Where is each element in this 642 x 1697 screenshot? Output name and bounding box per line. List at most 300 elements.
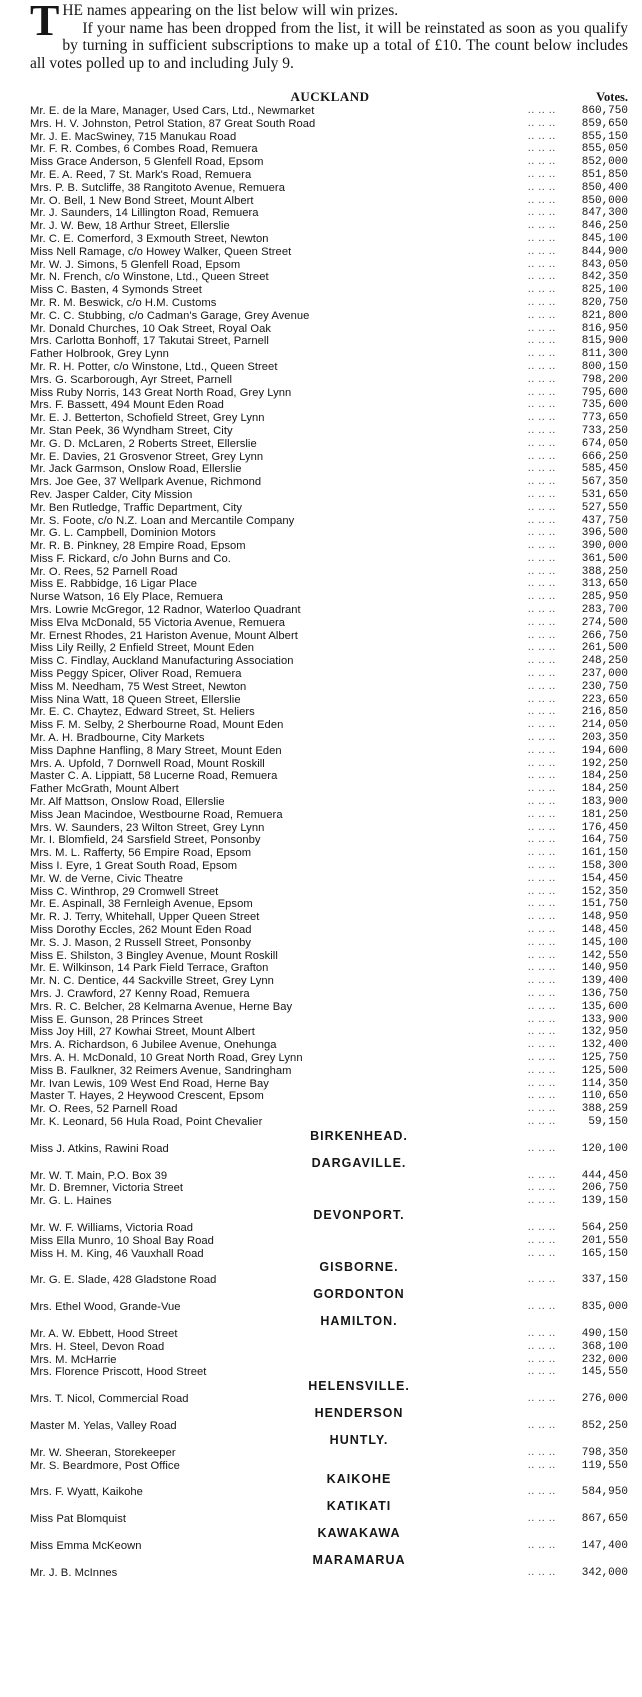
dot-leader: .. .. .. [528, 476, 556, 488]
section-title: DEVONPORT. [313, 1207, 405, 1222]
list-item [30, 182, 628, 195]
dot-leader: .. .. .. [528, 732, 556, 744]
vote-count: 674,050 [581, 437, 628, 450]
entrant-name: Mr. Jack Garmson, Onslow Road, Ellerslie [30, 463, 242, 476]
entrant-name: Mrs. H. V. Johnston, Petrol Station, 87 Great South Road [30, 117, 316, 130]
dot-leader: .. .. .. [528, 424, 556, 436]
vote-count: 142,550 [581, 949, 628, 962]
entrant-name: Miss I. Eyre, 1 Great South Road, Epsom [30, 860, 238, 873]
vote-count: 437,750 [581, 514, 628, 527]
votes-column-label: Votes. [596, 90, 628, 104]
dot-leader: .. .. .. [528, 143, 556, 155]
dot-leader: .. .. .. [528, 271, 556, 283]
entrant-name: Mr. G. E. Slade, 428 Gladstone Road [30, 1274, 217, 1287]
list-item [30, 271, 628, 284]
list-item [30, 1014, 628, 1027]
dot-leader: .. .. .. [528, 412, 556, 424]
vote-count: 800,150 [581, 360, 628, 373]
vote-count: 133,900 [581, 1013, 628, 1026]
vote-count: 276,000 [581, 1393, 628, 1406]
entrant-name: Mrs. H. Steel, Devon Road [30, 1340, 165, 1353]
entrant-name: Mrs. M. L. Rafferty, 56 Empire Road, Epsom [30, 847, 252, 860]
entrant-name: Miss F. Rickard, c/o John Burns and Co. [30, 552, 231, 565]
section-title: KAIKOHE [326, 1472, 392, 1487]
list-item [30, 1195, 628, 1208]
entrant-name: Rev. Jasper Calder, City Mission [30, 488, 193, 501]
list-item [30, 822, 628, 835]
vote-count: 181,250 [581, 808, 628, 821]
dot-leader: .. .. .. [528, 987, 556, 999]
entrant-name: Miss E. Gunson, 28 Princes Street [30, 1013, 203, 1026]
entrant-name: Mr. F. R. Combes, 6 Combes Road, Remuera [30, 143, 258, 156]
list-item [30, 578, 628, 591]
dot-leader: .. .. .. [528, 1103, 556, 1115]
section-title: HELENSVILLE. [308, 1379, 410, 1394]
list-item [30, 1274, 628, 1287]
intro-line-1: HE names appearing on the list below will win prizes. [62, 2, 399, 19]
vote-count: 161,150 [581, 847, 628, 860]
list-item [30, 105, 628, 118]
vote-count: 266,750 [581, 629, 628, 642]
entrant-name: Mr. W. de Verne, Civic Theatre [30, 872, 184, 885]
list-item [30, 783, 628, 796]
list-item [30, 220, 628, 233]
entrant-name: Miss F. M. Selby, 2 Sherbourne Road, Mount Eden [30, 719, 284, 732]
list-item [30, 361, 628, 374]
dot-leader: .. .. .. [528, 1247, 556, 1259]
list-item [30, 950, 628, 963]
dot-leader: .. .. .. [528, 604, 556, 616]
dot-leader: .. .. .. [528, 860, 556, 872]
dot-leader: .. .. .. [528, 1077, 556, 1089]
dot-leader: .. .. .. [528, 578, 556, 590]
entrant-name: Mr. G. L. Haines [30, 1195, 112, 1208]
dot-leader: .. .. .. [528, 1195, 556, 1207]
dot-leader: .. .. .. [528, 1169, 556, 1181]
vote-count: 223,650 [581, 693, 628, 706]
dot-leader: .. .. .. [528, 1039, 556, 1051]
list-item [30, 515, 628, 528]
entrant-name: Mr. Ivan Lewis, 109 West End Road, Herne Bay [30, 1077, 269, 1090]
vote-count: 145,100 [581, 936, 628, 949]
dot-leader: .. .. .. [528, 565, 556, 577]
dot-leader: .. .. .. [528, 335, 556, 347]
dot-leader: .. .. .. [528, 962, 556, 974]
entrant-name: Mr. E. de la Mare, Manager, Used Cars, Ltd., Newmarket [30, 105, 315, 117]
list-item [30, 463, 628, 476]
dot-leader: .. .. .. [528, 770, 556, 782]
entrant-name: Miss C. Basten, 4 Symonds Street [30, 284, 202, 297]
vote-count: 274,500 [581, 616, 628, 629]
dot-leader: .. .. .. [528, 1301, 556, 1313]
entrant-name: Master C. A. Lippiatt, 58 Lucerne Road, Remuera [30, 770, 278, 783]
list-item [30, 169, 628, 182]
vote-count: 444,450 [581, 1169, 628, 1182]
list-item [30, 297, 628, 310]
dot-leader: .. .. .. [528, 847, 556, 859]
entrant-name: Miss J. Atkins, Rawini Road [30, 1142, 169, 1155]
entrant-name: Mrs. G. Scarborough, Ayr Street, Parnell [30, 373, 233, 386]
list-item [30, 1039, 628, 1052]
entrant-name: Miss M. Needham, 75 West Street, Newton [30, 680, 247, 693]
dot-leader: .. .. .. [528, 309, 556, 321]
vote-count: 733,250 [581, 424, 628, 437]
vote-count: 313,650 [581, 578, 628, 591]
list-item [30, 1065, 628, 1078]
entrant-name: Mrs. Carlotta Bonhoff, 17 Takutai Street, Parnell [30, 335, 269, 348]
entrant-name: Mr. A. W. Ebbett, Hood Street [30, 1327, 178, 1340]
vote-count: 119,550 [581, 1459, 628, 1472]
dot-leader: .. .. .. [528, 207, 556, 219]
dot-leader: .. .. .. [528, 1051, 556, 1063]
vote-count: 192,250 [581, 757, 628, 770]
entrant-name: Mr. J. B. McInnes [30, 1566, 118, 1579]
vote-count: 735,600 [581, 399, 628, 412]
list-item [30, 1026, 628, 1039]
list-item [30, 195, 628, 208]
entrant-name: Miss Dorothy Eccles, 262 Mount Eden Road [30, 924, 252, 936]
vote-count: 531,650 [581, 488, 628, 501]
vote-count: 110,650 [581, 1090, 628, 1103]
list-item [30, 1170, 628, 1183]
entrant-name: Miss Pat Blomquist [30, 1513, 127, 1526]
section-title: HAMILTON. [320, 1313, 398, 1328]
entrant-name: Miss Nell Ramage, c/o Howey Walker, Queen Street [30, 245, 292, 258]
entrant-name: Miss Jean Macindoe, Westbourne Road, Remuera [30, 808, 283, 821]
list-item [30, 1078, 628, 1091]
list-item [30, 348, 628, 361]
entrant-name: Mrs. Ethel Wood, Grande-Vue [30, 1301, 181, 1314]
section-title: KAWAKAWA [317, 1525, 401, 1540]
list-item [30, 335, 628, 348]
list-item [30, 655, 628, 668]
list-item [30, 745, 628, 758]
dot-leader: .. .. .. [528, 1513, 556, 1525]
section-title: MARAMARUA [312, 1552, 406, 1567]
entrant-name: Mr. E. Aspinall, 38 Fernleigh Avenue, Epsom [30, 898, 253, 911]
list-item [30, 374, 628, 387]
list-item [30, 425, 628, 438]
dot-leader: .. .. .. [528, 1234, 556, 1246]
dot-leader: .. .. .. [528, 1115, 556, 1127]
list-item [30, 706, 628, 719]
vote-count: 846,250 [581, 220, 628, 233]
dot-leader: .. .. .. [528, 706, 556, 718]
dot-leader: .. .. .. [528, 591, 556, 603]
list-item [30, 1366, 628, 1379]
entrant-name: Miss H. M. King, 46 Vauxhall Road [30, 1247, 204, 1260]
vote-count: 527,550 [581, 501, 628, 514]
vote-count: 152,350 [581, 885, 628, 898]
dot-leader: .. .. .. [528, 975, 556, 987]
dot-leader: .. .. .. [528, 642, 556, 654]
vote-count: 816,950 [581, 322, 628, 335]
list-item [30, 1143, 628, 1156]
list-item [30, 143, 628, 156]
dot-leader: .. .. .. [528, 1026, 556, 1038]
dot-leader: .. .. .. [528, 1566, 556, 1578]
entrant-name: Miss Elva McDonald, 55 Victoria Avenue, Remuera [30, 616, 286, 629]
vote-count: 815,900 [581, 335, 628, 348]
entrant-name: Miss Ruby Norris, 143 Great North Road, Grey Lynn [30, 386, 292, 399]
entrant-name: Mr. J. E. MacSwiney, 715 Manukau Road [30, 130, 237, 143]
dot-leader: .. .. .. [528, 680, 556, 692]
list-item [30, 1486, 628, 1499]
entrant-name: Mrs. R. C. Belcher, 28 Kelmarna Avenue, Herne Bay [30, 1000, 293, 1013]
dot-leader: .. .. .. [528, 744, 556, 756]
vote-count: 164,750 [581, 834, 628, 847]
list-item [30, 860, 628, 873]
list-item [30, 476, 628, 489]
vote-count: 867,650 [581, 1513, 628, 1526]
dot-leader: .. .. .. [528, 719, 556, 731]
dot-leader: .. .. .. [528, 1539, 556, 1551]
entrant-name: Mr. Donald Churches, 10 Oak Street, Royal Oak [30, 322, 272, 335]
entrant-name: Mr. Stan Peek, 36 Wyndham Street, City [30, 424, 233, 437]
entrant-name: Mrs. Joe Gee, 37 Wellpark Avenue, Richmond [30, 476, 262, 489]
entrant-name: Miss C. Findlay, Auckland Manufacturing Association [30, 655, 294, 668]
entrant-name: Miss Nina Watt, 18 Queen Street, Ellerslie [30, 693, 241, 706]
list-item [30, 988, 628, 1001]
dot-leader: .. .. .. [528, 936, 556, 948]
vote-count: 847,300 [581, 207, 628, 220]
dot-leader: .. .. .. [528, 1340, 556, 1352]
list-item [30, 118, 628, 131]
entrant-name: Nurse Watson, 16 Ely Place, Remuera [30, 591, 223, 604]
dot-leader: .. .. .. [528, 437, 556, 449]
list-item [30, 962, 628, 975]
dot-leader: .. .. .. [528, 1182, 556, 1194]
vote-count: 214,050 [581, 719, 628, 732]
dot-leader: .. .. .. [528, 284, 556, 296]
entrant-name: Miss Lily Reilly, 2 Enfield Street, Mount Eden [30, 642, 255, 655]
list-item [30, 1540, 628, 1553]
vote-count: 860,750 [581, 105, 628, 117]
dot-leader: .. .. .. [528, 540, 556, 552]
vote-count: 844,900 [581, 245, 628, 258]
entrant-name: Master M. Yelas, Valley Road [30, 1419, 177, 1432]
entrant-name: Mr. O. Rees, 52 Parnell Road [30, 1103, 178, 1116]
section-title: GISBORNE. [319, 1260, 399, 1275]
dot-leader: .. .. .. [528, 1446, 556, 1458]
list-item [30, 898, 628, 911]
vote-count: 798,350 [581, 1446, 628, 1459]
vote-count: 855,050 [581, 143, 628, 156]
vote-count: 145,550 [581, 1366, 628, 1379]
vote-count: 176,450 [581, 821, 628, 834]
entrant-name: Mr. R. H. Potter, c/o Winstone, Ltd., Queen Street [30, 360, 278, 373]
entrant-name: Mr. A. H. Bradbourne, City Markets [30, 732, 205, 745]
vote-count: 337,150 [581, 1274, 628, 1287]
list-item [30, 975, 628, 988]
dot-leader: .. .. .. [528, 1366, 556, 1378]
list-item [30, 489, 628, 502]
list-item [30, 937, 628, 950]
vote-count: 820,750 [581, 296, 628, 309]
dot-leader: .. .. .. [528, 373, 556, 385]
list-item [30, 131, 628, 144]
entrant-name: Mr. O. Rees, 52 Parnell Road [30, 565, 178, 578]
entrant-name: Mrs. Lowrie McGregor, 12 Radnor, Waterloo Quadrant [30, 604, 301, 617]
dot-leader: .. .. .. [528, 1327, 556, 1339]
entrant-name: Miss Ella Munro, 10 Shoal Bay Road [30, 1234, 214, 1247]
list-item [30, 1420, 628, 1433]
list-item [30, 438, 628, 451]
dot-leader: .. .. .. [528, 1353, 556, 1365]
vote-count: 390,000 [581, 540, 628, 553]
entrant-name: Mr. S. J. Mason, 2 Russell Street, Ponsonby [30, 936, 252, 949]
list-item [30, 1222, 628, 1235]
vote-count: 232,000 [581, 1353, 628, 1366]
vote-count: 283,700 [581, 604, 628, 617]
vote-count: 821,800 [581, 309, 628, 322]
dot-leader: .. .. .. [528, 322, 556, 334]
entrant-name: Mr. R. M. Beswick, c/o H.M. Customs [30, 296, 217, 309]
dot-leader: .. .. .. [528, 168, 556, 180]
list-item [30, 207, 628, 220]
dot-leader: .. .. .. [528, 655, 556, 667]
section-title: AUCKLAND [290, 89, 370, 104]
vote-count: 184,250 [581, 783, 628, 796]
dot-leader: .. .. .. [528, 796, 556, 808]
dot-leader: .. .. .. [528, 616, 556, 628]
entrant-name: Mr. S. Foote, c/o N.Z. Loan and Mercantile Company [30, 514, 295, 527]
vote-count: 59,150 [588, 1115, 628, 1128]
list-item [30, 259, 628, 272]
list-item [30, 284, 628, 297]
dot-leader: .. .. .. [528, 1419, 556, 1431]
entrant-name: Mrs. A. Upfold, 7 Dornwell Road, Mount Roskill [30, 757, 265, 770]
list-item [30, 1090, 628, 1103]
entrant-name: Mr. E. A. Reed, 7 St. Mark's Road, Remuera [30, 168, 252, 181]
vote-count: 216,850 [581, 706, 628, 719]
list-item [30, 873, 628, 886]
list-item [30, 758, 628, 771]
list-item [30, 617, 628, 630]
vote-count: 342,000 [581, 1566, 628, 1579]
section-title: KATIKATI [326, 1499, 392, 1514]
vote-count: 798,200 [581, 373, 628, 386]
entrant-name: Mr. Ben Rutledge, Traffic Department, City [30, 501, 243, 514]
list-item [30, 911, 628, 924]
entrant-name: Mrs. J. Crawford, 27 Kenny Road, Remuera [30, 987, 250, 1000]
entrant-name: Mr. C. E. Comerford, 3 Exmouth Street, Newton [30, 232, 269, 245]
entrant-name: Miss E. Shilston, 3 Bingley Avenue, Mount Roskill [30, 949, 278, 962]
list-item [30, 246, 628, 259]
vote-count: 139,400 [581, 975, 628, 988]
entrant-name: Miss Peggy Spicer, Oliver Road, Remuera [30, 668, 242, 681]
vote-count: 811,300 [581, 348, 628, 361]
dot-leader: .. .. .. [528, 245, 556, 257]
intro-line-2: If your name has been dropped from the list, it will be reinstated as soon as you qualify by turning in sufficient subscriptions to make up a total of £10. The count below includes all votes polled up to and including July 9. [30, 19, 628, 72]
dot-leader: .. .. .. [528, 1459, 556, 1471]
dot-leader: .. .. .. [528, 668, 556, 680]
dot-leader: .. .. .. [528, 105, 556, 116]
dot-leader: .. .. .. [528, 1013, 556, 1025]
intro-paragraph [30, 2, 628, 72]
prize-list [30, 83, 628, 1579]
list-item [30, 540, 628, 553]
list-item [30, 387, 628, 400]
list-item [30, 310, 628, 323]
list-item [30, 719, 628, 732]
list-item [30, 323, 628, 336]
dot-leader: .. .. .. [528, 949, 556, 961]
vote-count: 795,600 [581, 386, 628, 399]
dot-leader: .. .. .. [528, 348, 556, 360]
vote-count: 125,750 [581, 1051, 628, 1064]
list-item [30, 591, 628, 604]
entrant-name: Mrs. M. McHarrie [30, 1353, 117, 1366]
list-item [30, 770, 628, 783]
entrant-name: Mrs. A. H. McDonald, 10 Great North Road, Grey Lynn [30, 1051, 303, 1064]
entrant-name: Miss Emma McKeown [30, 1539, 142, 1552]
entrant-name: Mr. G. L. Campbell, Dominion Motors [30, 527, 216, 540]
list-item [30, 1248, 628, 1261]
dot-leader: .. .. .. [528, 1142, 556, 1154]
list-item [30, 796, 628, 809]
vote-count: 125,500 [581, 1064, 628, 1077]
list-item [30, 502, 628, 515]
entrant-name: Miss C. Winthrop, 29 Cromwell Street [30, 885, 219, 898]
dot-leader: .. .. .. [528, 130, 556, 142]
vote-count: 154,450 [581, 872, 628, 885]
list-item [30, 1328, 628, 1341]
entrant-name: Mr. D. Bremner, Victoria Street [30, 1182, 184, 1195]
dot-leader: .. .. .. [528, 450, 556, 462]
dot-leader: .. .. .. [528, 181, 556, 193]
vote-count: 368,100 [581, 1340, 628, 1353]
dot-leader: .. .. .. [528, 527, 556, 539]
dot-leader: .. .. .. [528, 488, 556, 500]
vote-count: 151,750 [581, 898, 628, 911]
section-header [30, 83, 628, 105]
entrant-name: Mrs. W. Saunders, 23 Wilton Street, Grey Lynn [30, 821, 265, 834]
vote-count: 148,950 [581, 911, 628, 924]
vote-count: 564,250 [581, 1221, 628, 1234]
dot-leader: .. .. .. [528, 924, 556, 935]
vote-count: 825,100 [581, 284, 628, 297]
entrant-name: Father Holbrook, Grey Lynn [30, 348, 169, 361]
dot-leader: .. .. .. [528, 552, 556, 564]
list-item [30, 553, 628, 566]
list-item [30, 1116, 628, 1129]
entrant-name: Mr. E. C. Chaytez, Edward Street, St. Heliers [30, 706, 255, 719]
list-item [30, 566, 628, 579]
list-item [30, 809, 628, 822]
entrant-name: Mrs. P. B. Sutcliffe, 38 Rangitoto Avenue, Remuera [30, 181, 285, 194]
dot-leader: .. .. .. [528, 1221, 556, 1233]
dot-leader: .. .. .. [528, 911, 556, 923]
list-item [30, 1460, 628, 1473]
section-title: GORDONTON [313, 1287, 405, 1302]
vote-count: 285,950 [581, 591, 628, 604]
list-item [30, 681, 628, 694]
entrant-name: Mr. S. Beardmore, Post Office [30, 1459, 180, 1472]
entrant-name: Master T. Hayes, 2 Heywood Crescent, Epsom [30, 1090, 264, 1103]
list-item [30, 1182, 628, 1195]
vote-count: 230,750 [581, 680, 628, 693]
vote-count: 859,650 [581, 117, 628, 130]
dot-leader: .. .. .. [528, 783, 556, 795]
vote-count: 203,350 [581, 732, 628, 745]
vote-count: 388,250 [581, 565, 628, 578]
vote-count: 139,150 [581, 1195, 628, 1208]
vote-count: 201,550 [581, 1234, 628, 1247]
dot-leader: .. .. .. [528, 1486, 556, 1498]
vote-count: 114,350 [581, 1077, 628, 1090]
dot-leader: .. .. .. [528, 463, 556, 475]
